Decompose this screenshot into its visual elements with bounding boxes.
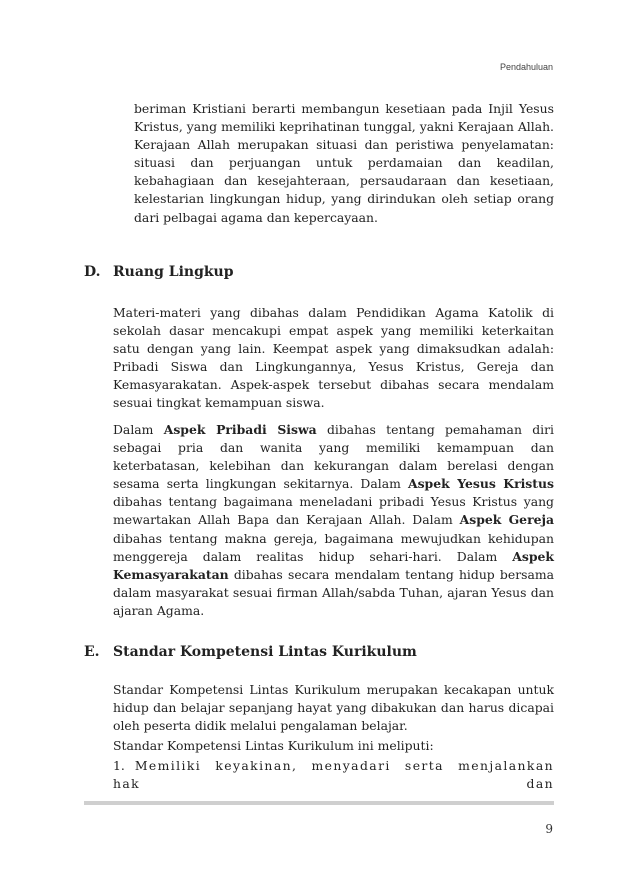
text-segment: dibahas tentang makna gereja, bagaimana mewujudkan kehidupan menggereja dalam realitas hidup sehari-hari. Dalam <box>113 530 554 564</box>
text-segment: Dalam <box>113 422 164 437</box>
intro-paragraph: beriman Kristiani berarti membangun kesetiaan pada Injil Yesus Kristus, yang memiliki keprihatinan tunggal, yakni Kerajaan Allah. Kerajaan Allah merupakan situasi dan peristiwa penyelamatan: situasi dan perjuangan untuk perdamaian dan keadilan, kebahagiaan dan kesejahteraan, persaudaraan dan kesetiaan, kelestarian lingkungan hidup, yang dirindukan oleh setiap orang dari pelbagai agama dan kepercayaan. <box>134 101 554 225</box>
list-item <box>113 757 554 793</box>
bold-term-yesus-kristus: Aspek Yesus Kristus <box>407 476 554 492</box>
section-e-paragraph-2: Standar Kompetensi Lintas Kurikulum ini meliputi: <box>113 738 434 753</box>
text-segment: dibahas tentang bagaimana meneladani pribadi Yesus Kristus yang mewartakan Allah Bapa dan Kerajaan Allah. Dalam <box>113 494 554 528</box>
section-e-paragraph-1: Standar Kompetensi Lintas Kurikulum merupakan kecakapan untuk hidup dan belajar sepanjang hayat yang dibakukan dan harus dicapai oleh peserta didik melalui pengalaman belajar. <box>113 682 554 734</box>
bold-term-pribadi-siswa: Aspek Pribadi Siswa <box>163 422 317 437</box>
section-d-title: Ruang Lingkup <box>113 264 234 280</box>
bold-term-gereja: Aspek Gereja <box>459 512 554 528</box>
text-segment: dibahas tentang pemahaman diri sebagai pria dan wanita yang memiliki kemampuan dan keterbatasan, kelebihan dan kekurangan dalam berelasi dengan sesama serta lingkungan sekitarnya. Dalam <box>113 422 554 492</box>
section-d-letter: D. <box>84 264 101 280</box>
footer-divider <box>84 801 554 805</box>
bold-term-kemasyarakatan: Aspek Kemasyarakatan <box>113 548 554 582</box>
text-segment: dibahas secara mendalam tentang hidup bersama dalam masyarakat sesuai firman Allah/sabda Tuhan, ajaran Yesus dan ajaran Agama. <box>113 566 554 618</box>
list-item-number: 1. <box>113 758 125 773</box>
section-d-paragraph-2 <box>113 421 554 620</box>
section-e-letter: E. <box>84 644 100 660</box>
page-number: 9 <box>545 822 553 836</box>
section-d-paragraph-1: Materi-materi yang dibahas dalam Pendidikan Agama Katolik di sekolah dasar mencakupi empat aspek yang memiliki keterkaitan satu dengan yang lain. Keempat aspek yang dimaksudkan adalah: Pribadi Siswa dan Lingkungannya, Yesus Kristus, Gereja dan Kemasyarakatan. Aspek-aspek tersebut dibahas secara mendalam sesuai tingkat kemampuan siswa. <box>113 305 554 411</box>
list-item-text: Memiliki keyakinan, menyadari serta menjalankan hak dan <box>113 758 554 792</box>
running-header: Pendahuluan <box>499 62 553 72</box>
section-e-title: Standar Kompetensi Lintas Kurikulum <box>113 644 417 660</box>
